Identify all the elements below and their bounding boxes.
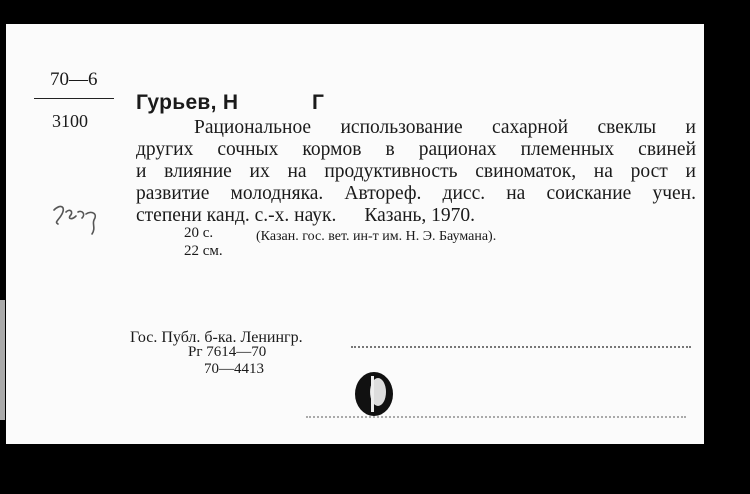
institution: (Казан. гос. вет. ин-т им. Н. Э. Баумана). [256,229,497,244]
title-line: других сочных кормов в рационах племенных свиней [136,139,696,160]
accession-number: 3100 [52,111,88,131]
bibliographic-description [136,117,696,227]
library-name: Гос. Публ. б-ка. Ленингр. [130,329,303,346]
punched-hole-icon [353,370,395,418]
title-line: развитие молодняка. Автореф. дисс. на соискание учен. [136,183,696,204]
author-name: Гурьев, Н [136,91,239,114]
registration-number: 70—4413 [204,361,264,377]
classification-number: 70—6 [50,69,98,90]
volume-size: 22 см. [184,243,223,259]
title-line-final [136,205,696,227]
page-count: 20 с. [184,225,214,241]
scan-edge-artifact [0,300,5,420]
divider-rule [34,98,114,99]
title-line: Рациональное использование сахарной свеклы и [194,117,696,138]
handwritten-mark-icon [50,200,110,250]
catalog-card [6,24,704,444]
author-second-initial: Г [312,91,324,114]
dotted-guide-line [351,346,691,348]
title-line: и влияние их на продуктивность свиноматок, на рост и [136,161,696,182]
title-line: степени канд. с.-х. наук. [136,205,337,226]
city-year: Казань, 1970. [364,205,476,226]
rg-number: Рг 7614—70 [188,344,267,360]
